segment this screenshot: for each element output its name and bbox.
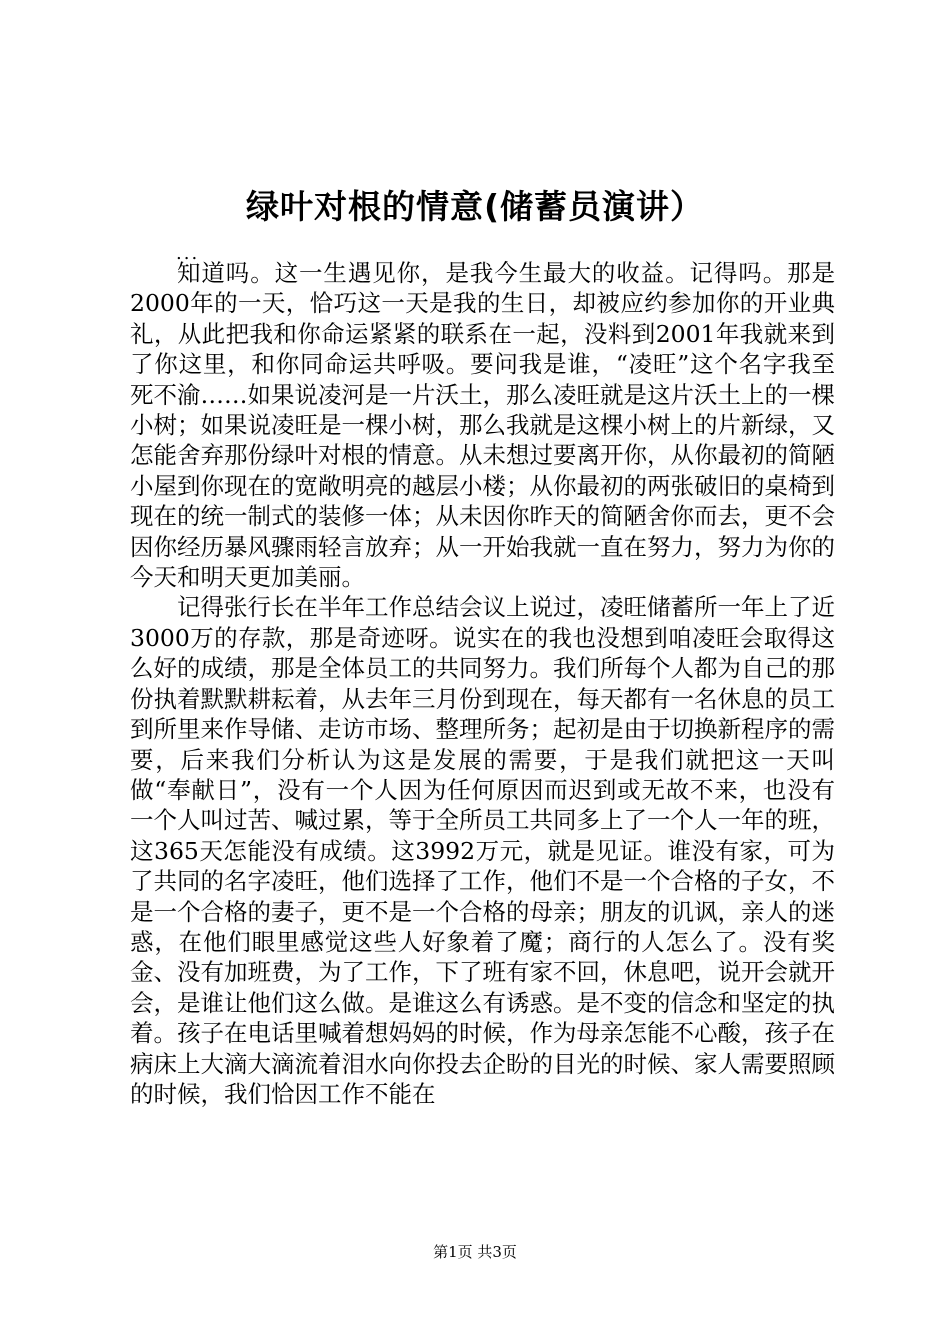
paragraph-2: 记得张行长在半年工作总结会议上说过，凌旺储蓄所一年上了近3000万的存款，那是奇迹呀。说实在的我也没想到咱凌旺会取得这么好的成绩，那是全体员工的共同努力。我们所每个人都为自己的那份执着默默耕耘着，从去年三月份到现在，每天都有一名休息的员工到所里来作导储、走访市场、整理所务；起初是由于切换新程序的需要，后来我们分析认为这是发展的需要，于是我们就把这一天叫做“奉献日”，没有一个人因为任何原因而迟到或无故不来，也没有一个人叫过苦、喊过累，等于全所员工共同多上了一个人一年的班，这365天怎能没有成绩。这3992万元，就是见证。谁没有家，可为了共同的名字凌旺，他们选择了工作，他们不是一个合格的子女，不是一个合格的妻子，更不是一个合格的母亲；朋友的讥讽，亲人的迷惑，在他们眼里感觉这些人好象着了魔；商行的人怎么了。没有奖金、没有加班费，为了工作，下了班有家不回，休息吧，说开会就开会，是谁让他们这么做。是谁这么有诱惑。是不变的信念和坚定的执着。孩子在电话里喊着想妈妈的时候，作为母亲怎能不心酸，孩子在病床上大滴大滴流着泪水向你投去企盼的目光的时候、家人需要照顾的时候，我们恰因工作不能在 <box>130 593 835 1108</box>
document-body <box>130 258 835 1109</box>
page-number-footer: 第1页 共3页 <box>433 1243 517 1261</box>
ellipsis-mark: ... <box>176 243 200 264</box>
document-title: 绿叶对根的情意(储蓄员演讲） <box>245 187 705 226</box>
paragraph-1: 知道吗。这一生遇见你，是我今生最大的收益。记得吗。那是2000年的一天，恰巧这一天是我的生日，却被应约参加你的开业典礼，从此把我和你命运紧紧的联系在一起，没料到2001年我就来到了你这里，和你同命运共呼吸。要问我是谁，“凌旺”这个名字我至死不渝……如果说凌河是一片沃土，那么凌旺就是这片沃土上的一棵小树；如果说凌旺是一棵小树，那么我就是这棵小树上的片新绿，又怎能舍弃那份绿叶对根的情意。从未想过要离开你，从你最初的简陋小屋到你现在的宽敞明亮的越层小楼；从你最初的两张破旧的桌椅到现在的统一制式的装修一体；从未因你昨天的简陋舍你而去，更不会因你经历暴风骤雨轻言放弃；从一开始我就一直在努力，努力为你的今天和明天更加美丽。 <box>130 259 835 592</box>
